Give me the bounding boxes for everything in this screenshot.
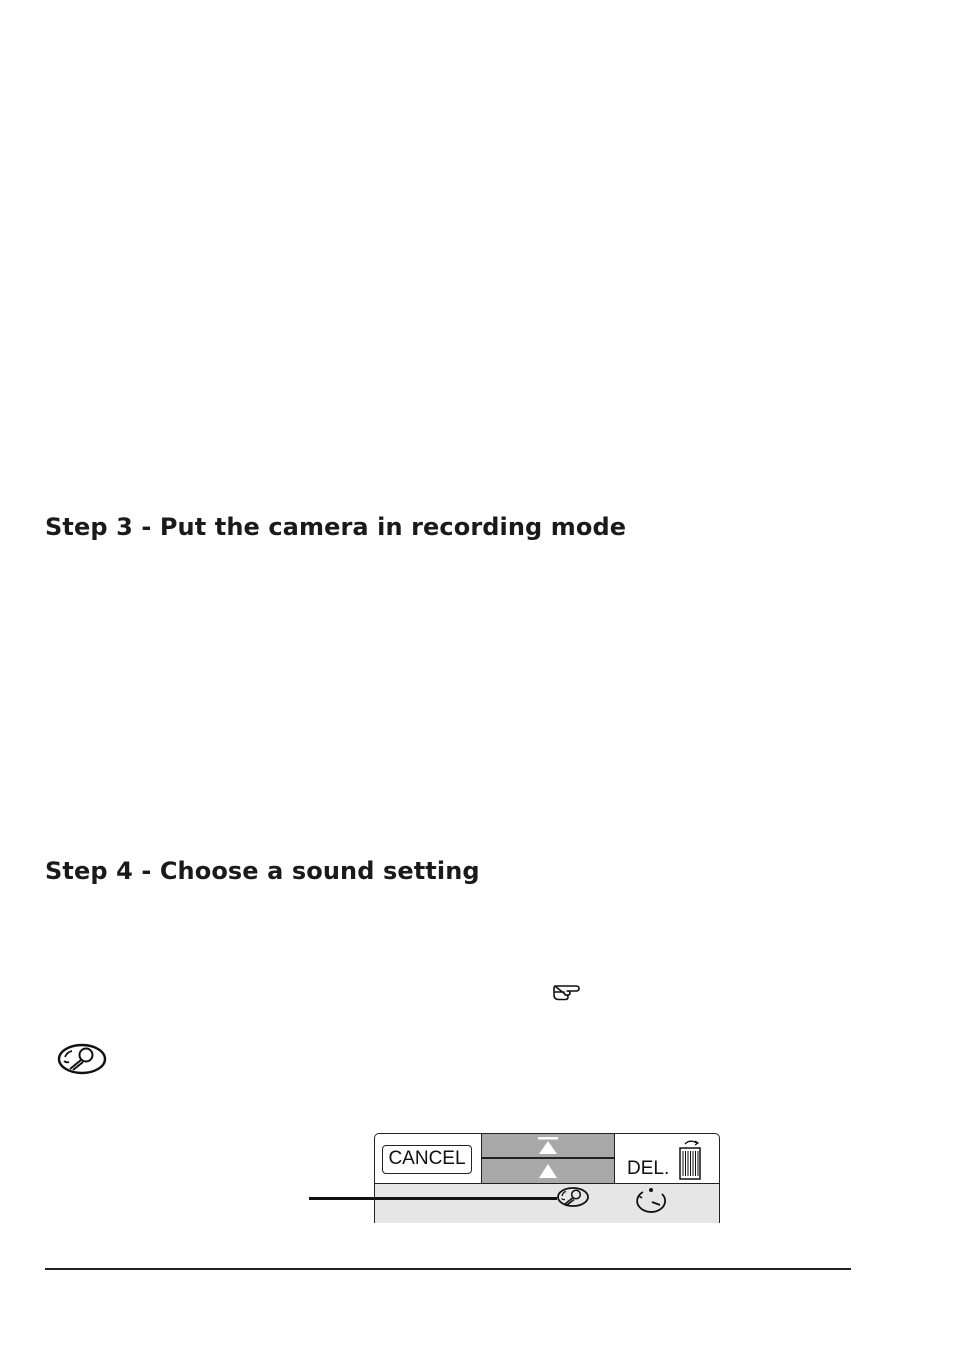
- navigation-column: [481, 1134, 615, 1183]
- step4-heading: Step 4 - Choose a sound setting: [45, 857, 480, 885]
- self-timer-icon[interactable]: [630, 1186, 672, 1216]
- camera-control-panel: [374, 1133, 720, 1223]
- step3-heading: Step 3 - Put the camera in recording mode: [45, 513, 627, 541]
- microphone-icon: [57, 1043, 107, 1075]
- up-button[interactable]: [482, 1159, 614, 1182]
- delete-button[interactable]: DEL.: [627, 1158, 670, 1179]
- jump-to-top-button[interactable]: [482, 1134, 614, 1157]
- microphone-icon[interactable]: [556, 1186, 590, 1208]
- jump-to-top-icon: [538, 1137, 558, 1155]
- cancel-button[interactable]: CANCEL: [382, 1145, 472, 1174]
- footer-rule: [45, 1268, 851, 1270]
- pointing-hand-icon: [552, 980, 582, 1002]
- callout-line: [309, 1197, 557, 1200]
- up-arrow-icon: [538, 1163, 558, 1179]
- trash-can-icon[interactable]: [677, 1139, 703, 1181]
